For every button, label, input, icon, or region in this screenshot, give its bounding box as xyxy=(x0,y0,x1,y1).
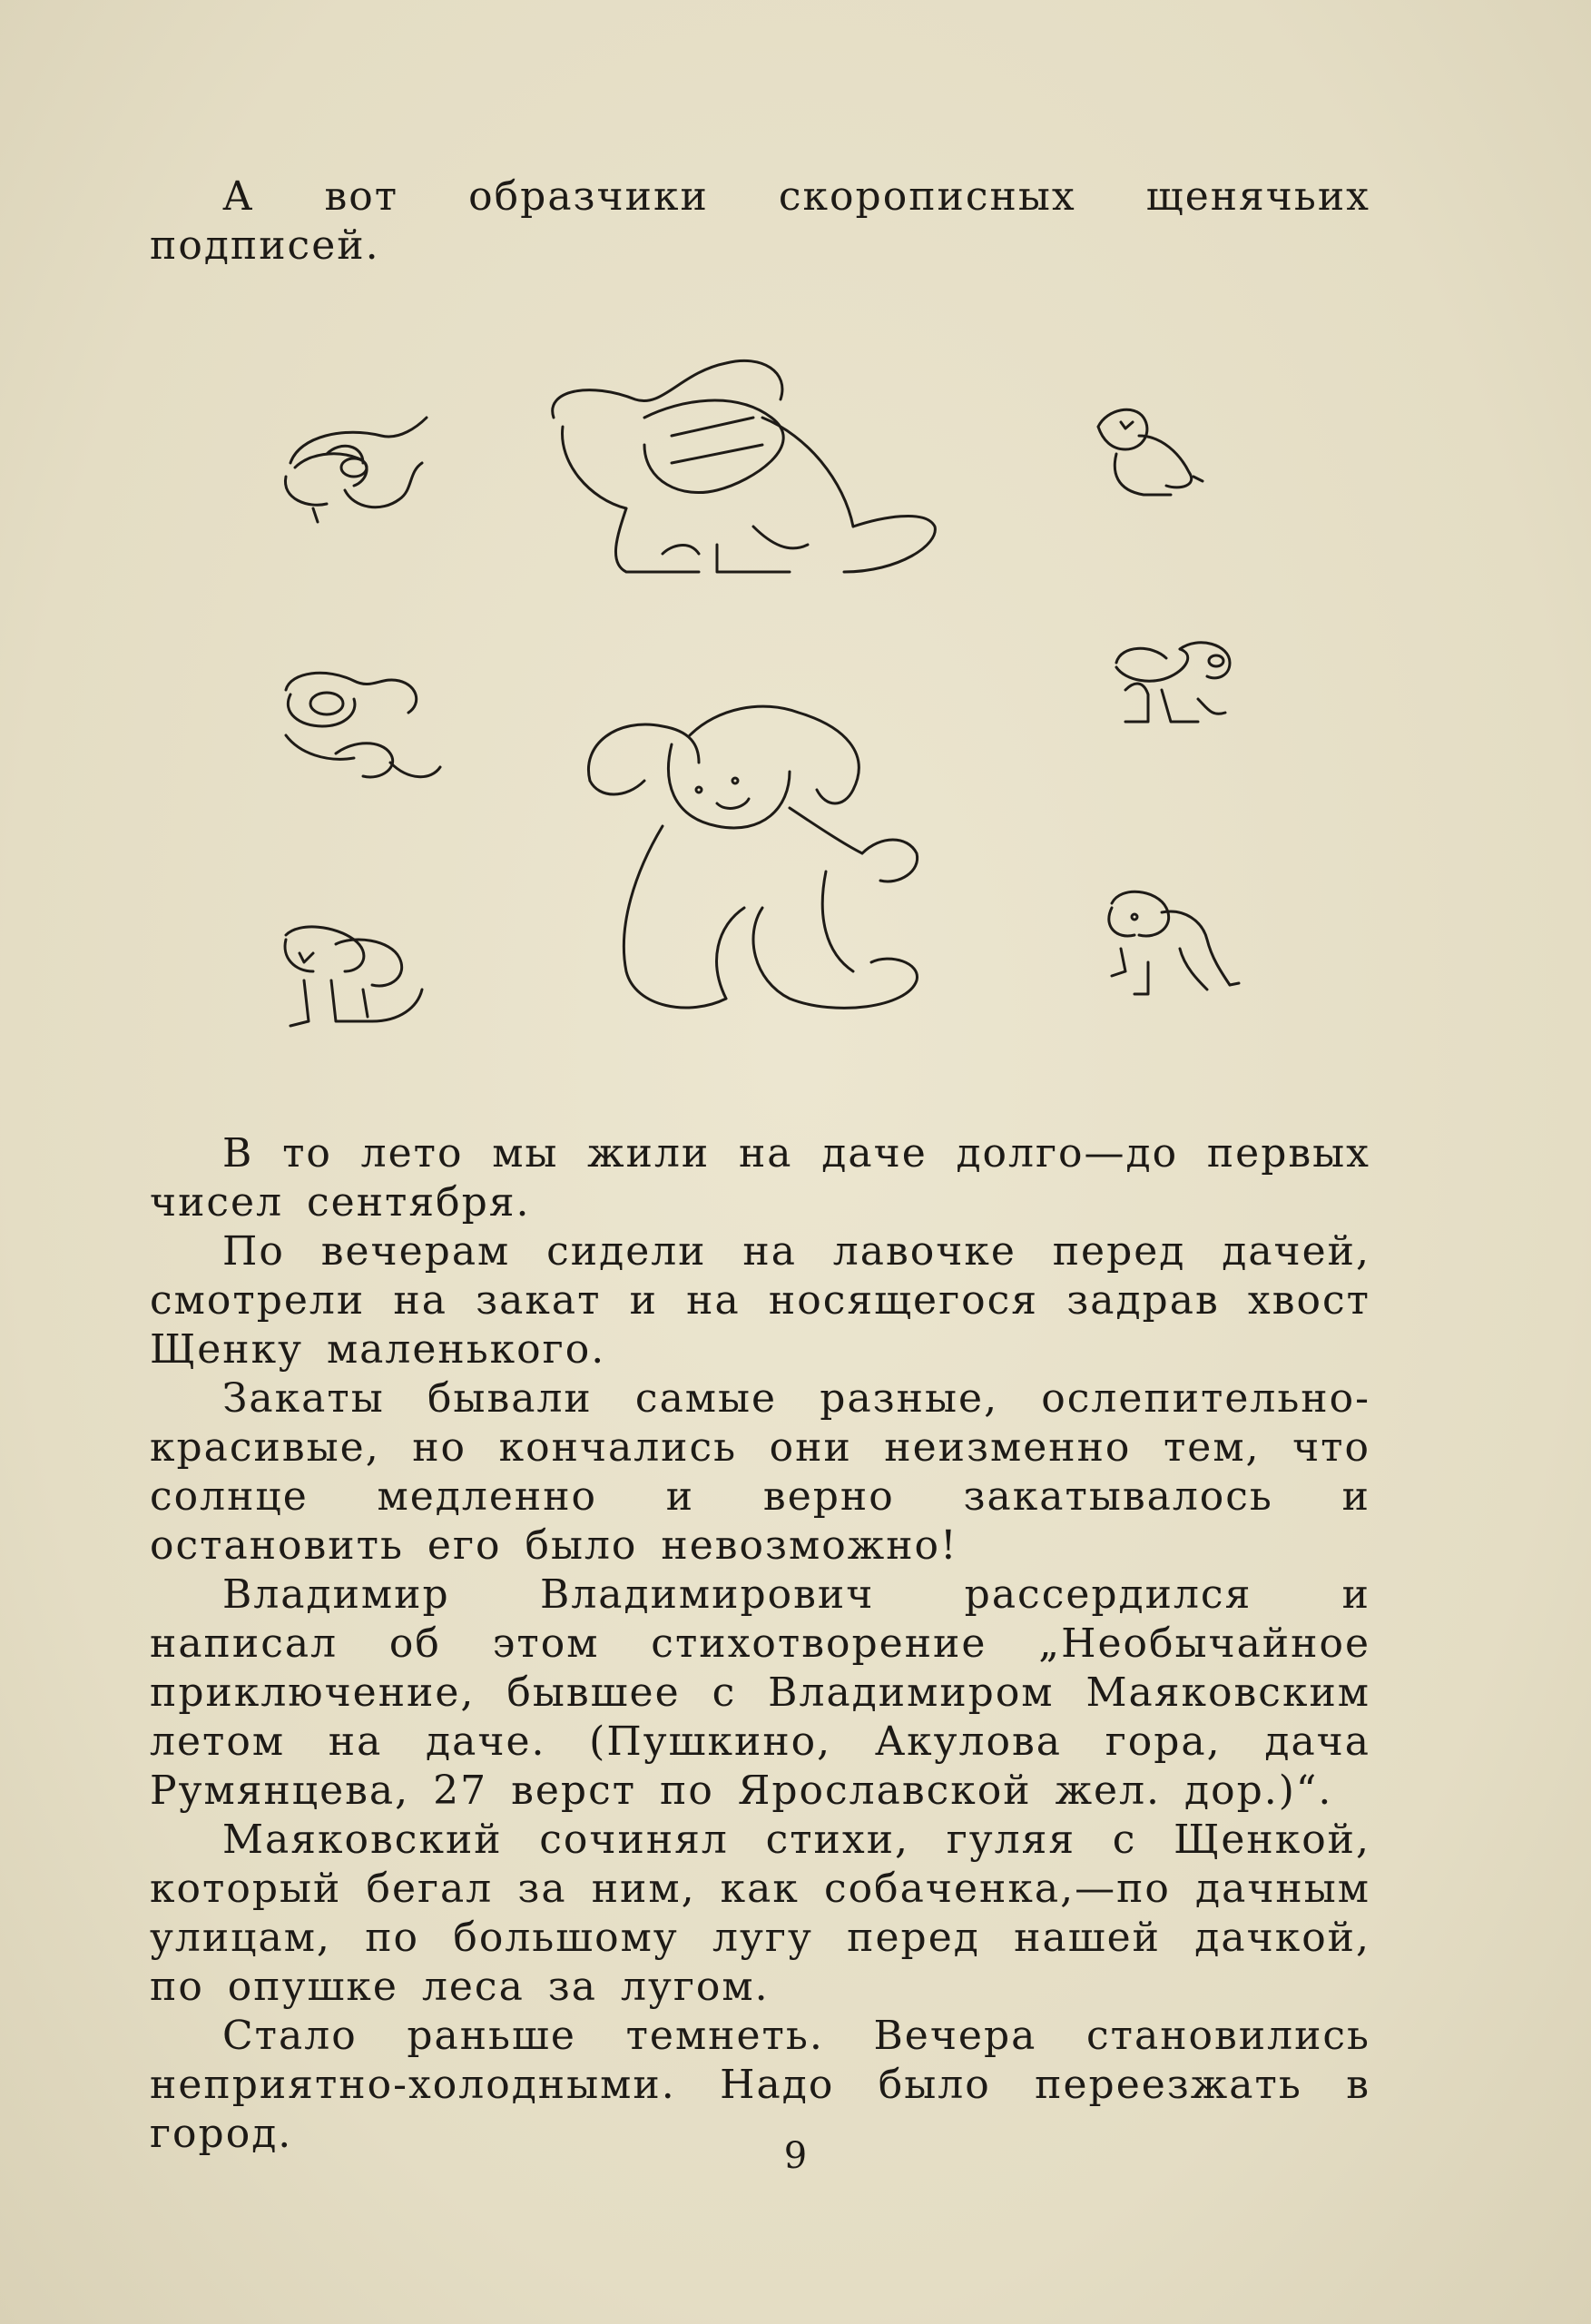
intro-text xyxy=(150,172,1370,271)
intro-paragraph: А вот образчики скорописных щенячьих подписей. xyxy=(150,173,1370,269)
story-text xyxy=(150,1129,1370,2159)
story-paragraph: Стало раньше темнеть. Вечера становились неприятно-холодными. Надо было переезжать в город. xyxy=(150,2013,1370,2157)
page-number: 9 xyxy=(783,2135,808,2177)
story-paragraph: В то лето мы жили на даче долго—до первых чисел сентября. xyxy=(150,1130,1370,1226)
puppy-sketch-icon xyxy=(535,345,944,599)
story-paragraph: По вечерам сидели на лавочке перед дачей, смотрели на закат и на носящегося задрав хвост Щенку маленького. xyxy=(150,1228,1370,1373)
puppy-sketch-icon xyxy=(1094,885,1248,1012)
puppy-sketch-icon xyxy=(1089,399,1207,508)
puppy-sketch-icon xyxy=(272,917,436,1035)
puppy-sketch-icon xyxy=(581,690,980,1053)
puppy-sketch-icon xyxy=(272,663,454,808)
puppy-sketch-icon xyxy=(1107,635,1243,744)
puppy-sketch-icon xyxy=(272,399,436,536)
story-paragraph: Владимир Владимирович рассердился и написал об этом стихотворение „Необычайное приключение, бывшее с Владимиром Маяковским летом на даче. (Пушкино, Акулова гора, дача Румянцева, 27 верст по Ярославской жел. дор.)“. xyxy=(150,1571,1370,1814)
story-paragraph: Закаты бывали самые разные, ослепительно-красивые, но кончались они неизменно тем, что солнце медленно и верно закатывалось и остановить его было невозможно! xyxy=(150,1375,1370,1569)
story-paragraph: Маяковский сочинял стихи, гуляя с Щенкой, который бегал за ним, как собаченка,—по дачным улицам, по большому лугу перед нашей дачкой, по опушке леса за лугом. xyxy=(150,1817,1370,2010)
